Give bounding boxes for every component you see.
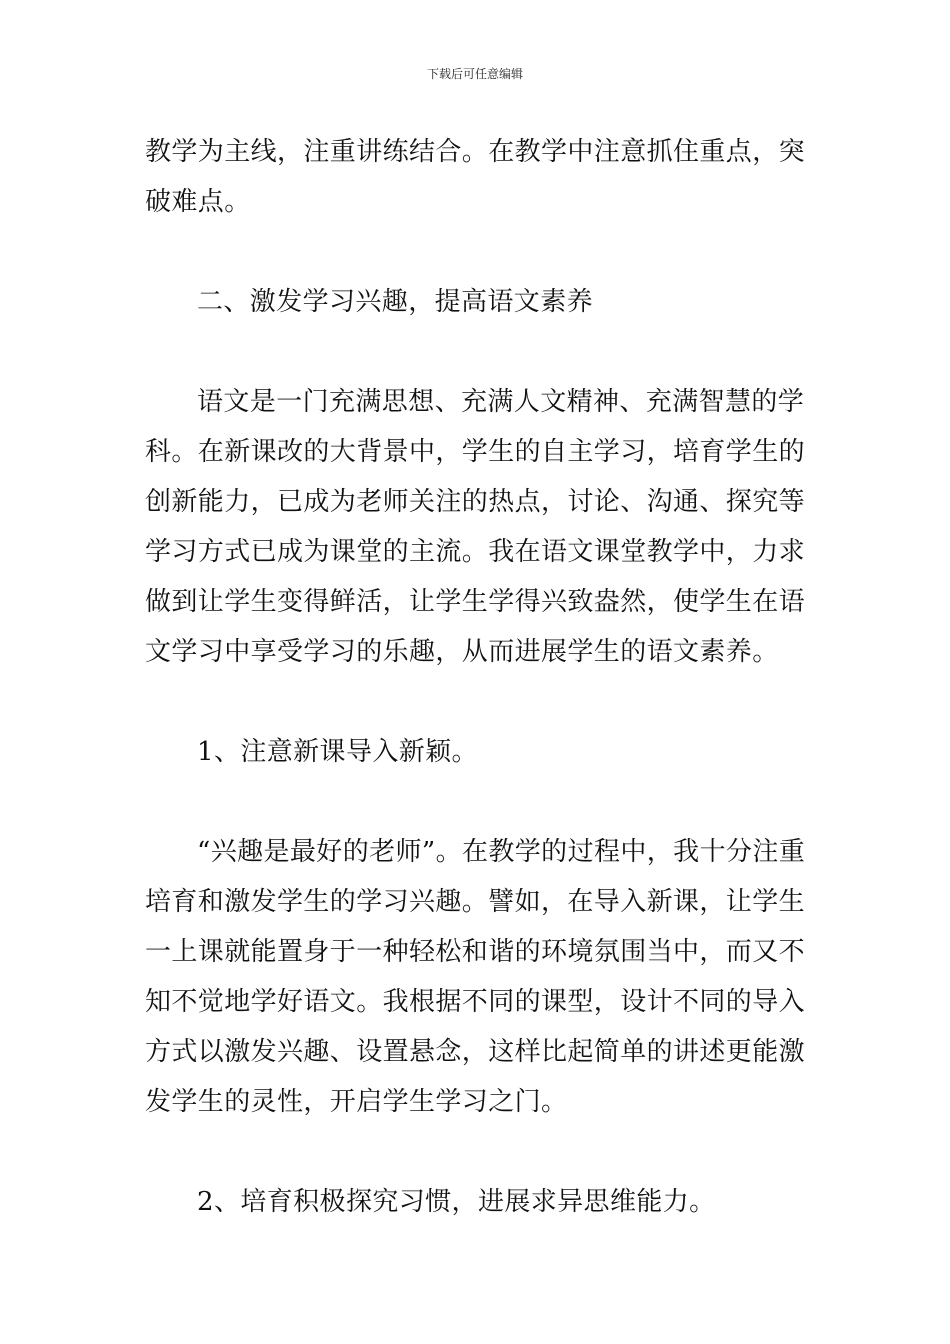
paragraph-interest: “兴趣是最好的老师”。在教学的过程中，我十分注重培育和激发学生的学习兴趣。譬如，在导入新课，让学生一上课就能置身于一种轻松和谐的环境氛围当中，而又不知不觉地学好语文。我根据不同的课型，设计不同的导入方式以激发兴趣、设置悬念，这样比起简单的讲述更能激发学生的灵性，开启学生学习之门。 — [145, 837, 806, 1117]
section-heading-2: 二、激发学习兴趣，提高语文素养 — [197, 287, 594, 317]
paragraph-chinese-intro: 语文是一门充满思想、充满人文精神、充满智慧的学科。在新课改的大背景中，学生的自主学习，培育学生的创新能力，已成为老师关注的热点，讨论、沟通、探究等学习方式已成为课堂的主流。我在语文课堂教学中，力求做到让学生变得鲜活，让学生学得兴致盎然，使学生在语文学习中享受学习的乐趣，从而进展学生的语文素养。 — [145, 387, 806, 667]
page-header-note: 下载后可任意编辑 — [426, 67, 523, 81]
document-body — [145, 127, 807, 1227]
paragraph-continuation: 教学为主线，注重讲练结合。在教学中注意抓住重点，突破难点。 — [145, 137, 806, 217]
subheading-1: 1、注意新课导入新颖。 — [197, 737, 478, 767]
subheading-2: 2、培育积极探究习惯，进展求异思维能力。 — [197, 1187, 716, 1217]
